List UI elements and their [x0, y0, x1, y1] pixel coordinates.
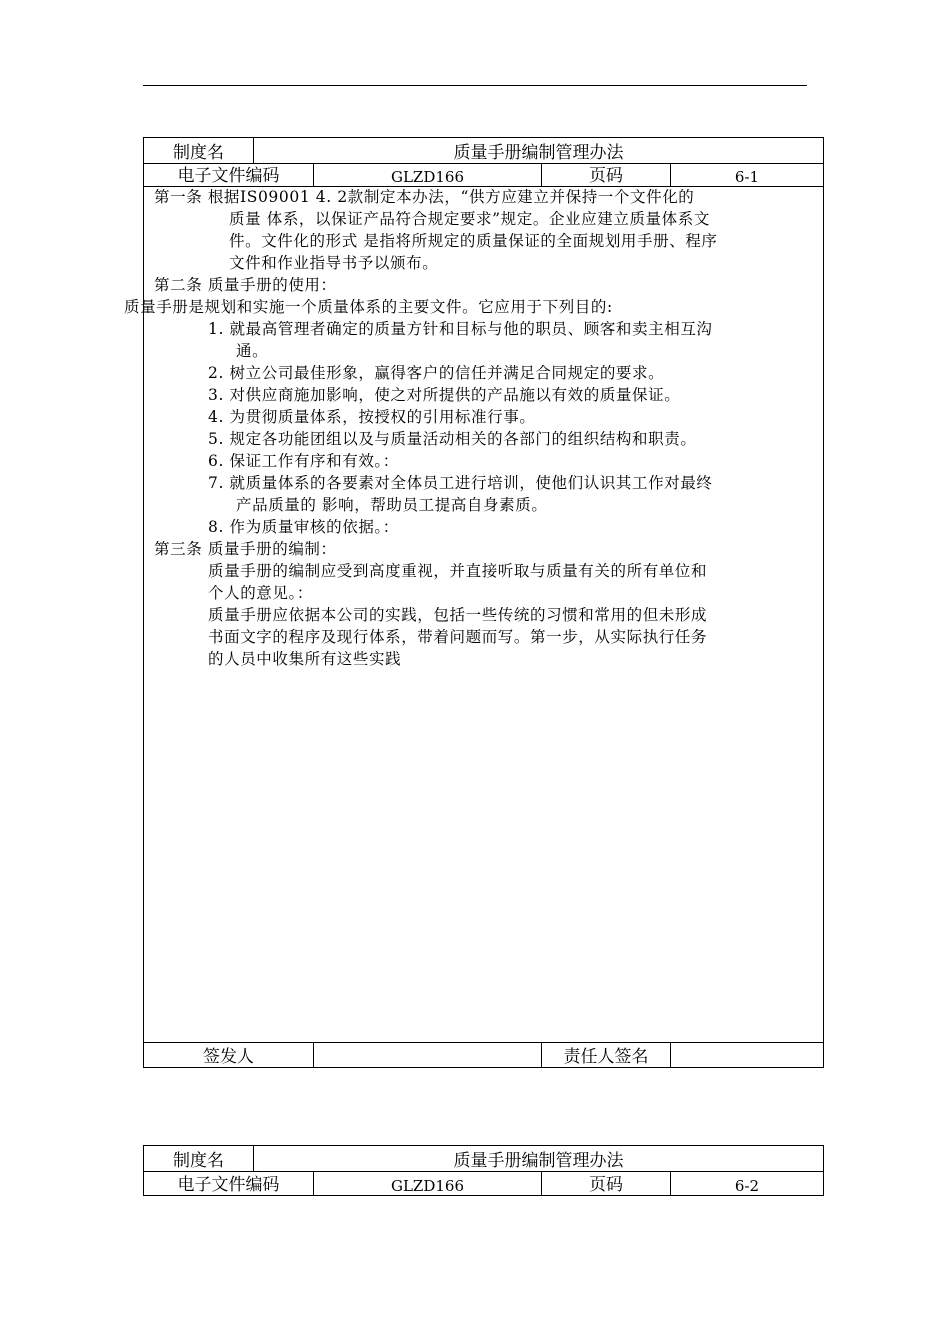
name-label: 制度名: [173, 143, 224, 163]
name-label: 制度名: [173, 1151, 224, 1171]
page-label: 页码: [541, 1172, 670, 1195]
responsible-signature-field[interactable]: [670, 1043, 823, 1067]
header-row-code: [144, 1172, 823, 1195]
header-row-name: [144, 138, 823, 164]
list-item-7-line-1: 7. 就质量体系的各要素对全体员工进行培训，使他们认识其工作对最终: [208, 474, 713, 492]
list-item-1-line-2: 通。: [236, 342, 269, 360]
list-item-4: 4. 为贯彻质量体系，按授权的引用标准行事。: [208, 408, 536, 426]
issuer-signature-field[interactable]: [313, 1043, 541, 1067]
list-item-3: 3. 对供应商施加影响，使之对所提供的产品施以有效的质量保证。: [208, 386, 681, 404]
signature-row: [144, 1043, 823, 1067]
page-label: 页码: [541, 164, 670, 186]
list-item-8: 8. 作为质量审核的依据。：: [208, 518, 399, 536]
article-3-para-2-line-1: 质量手册应依据本公司的实践，包括一些传统的习惯和常用的但未形成: [208, 606, 708, 624]
form-sheet-page-2: [143, 1145, 824, 1196]
page-number: 6-2: [670, 1172, 823, 1195]
list-item-7-line-2: 产品质量的 影响，帮助员工提高自身素质。: [236, 496, 548, 514]
article-1-line-2: 质量 体系，以保证产品符合规定要求”规定。企业应建立质量体系文: [229, 210, 710, 228]
list-item-1-line-1: 1. 就最高管理者确定的质量方针和目标与他的职员、顾客和卖主相互沟: [208, 320, 713, 338]
header-row-name: [144, 1146, 823, 1172]
article-1-line-3: 件。文件化的形式 是指将所规定的质量保证的全面规划用手册、程序: [229, 232, 718, 250]
article-3-para-2-line-3: 的人员中收集所有这些实践: [208, 650, 402, 668]
responsible-label: 责任人签名: [541, 1043, 670, 1067]
list-item-2: 2. 树立公司最佳形象，赢得客户的信任并满足合同规定的要求。: [208, 364, 665, 382]
article-2-title: 第二条 质量手册的使用：: [154, 276, 337, 294]
article-3-para-1-line-2: 个人的意见。：: [208, 584, 313, 602]
article-2-intro: 质量手册是规划和实施一个质量体系的主要文件。它应用于下列目的:: [124, 298, 613, 316]
code-label: 电子文件编码: [177, 166, 280, 186]
page-number: 6-1: [670, 164, 823, 186]
article-3-para-1-line-1: 质量手册的编制应受到高度重视，并直接听取与质量有关的所有单位和: [208, 562, 708, 580]
article-1-line-4: 文件和作业指导书予以颁布。: [229, 254, 439, 272]
code-value: GLZD166: [313, 1172, 541, 1195]
document-title: 质量手册编制管理办法: [253, 1146, 823, 1171]
list-item-5: 5. 规定各功能团组以及与质量活动相关的各部门的组织结构和职责。: [208, 430, 697, 448]
code-label: 电子文件编码: [177, 1175, 280, 1195]
page-top-rule: [143, 85, 807, 86]
article-1-line-1: 第一条 根据IS09001 4. 2款制定本办法，“供方应建立并保持一个文件化的: [154, 188, 695, 206]
issuer-label: 签发人: [203, 1047, 254, 1067]
header-row-code: [144, 164, 823, 187]
article-3-para-2-line-2: 书面文字的程序及现行体系，带着问题而写。第一步，从实际执行任务: [208, 628, 708, 646]
document-title: 质量手册编制管理办法: [253, 138, 823, 163]
article-3-title: 第三条 质量手册的编制：: [154, 540, 337, 558]
form-sheet-page-1: [124, 137, 824, 1068]
document-body: [124, 187, 823, 1043]
list-item-6: 6. 保证工作有序和有效。：: [208, 452, 399, 470]
code-value: GLZD166: [313, 164, 541, 186]
